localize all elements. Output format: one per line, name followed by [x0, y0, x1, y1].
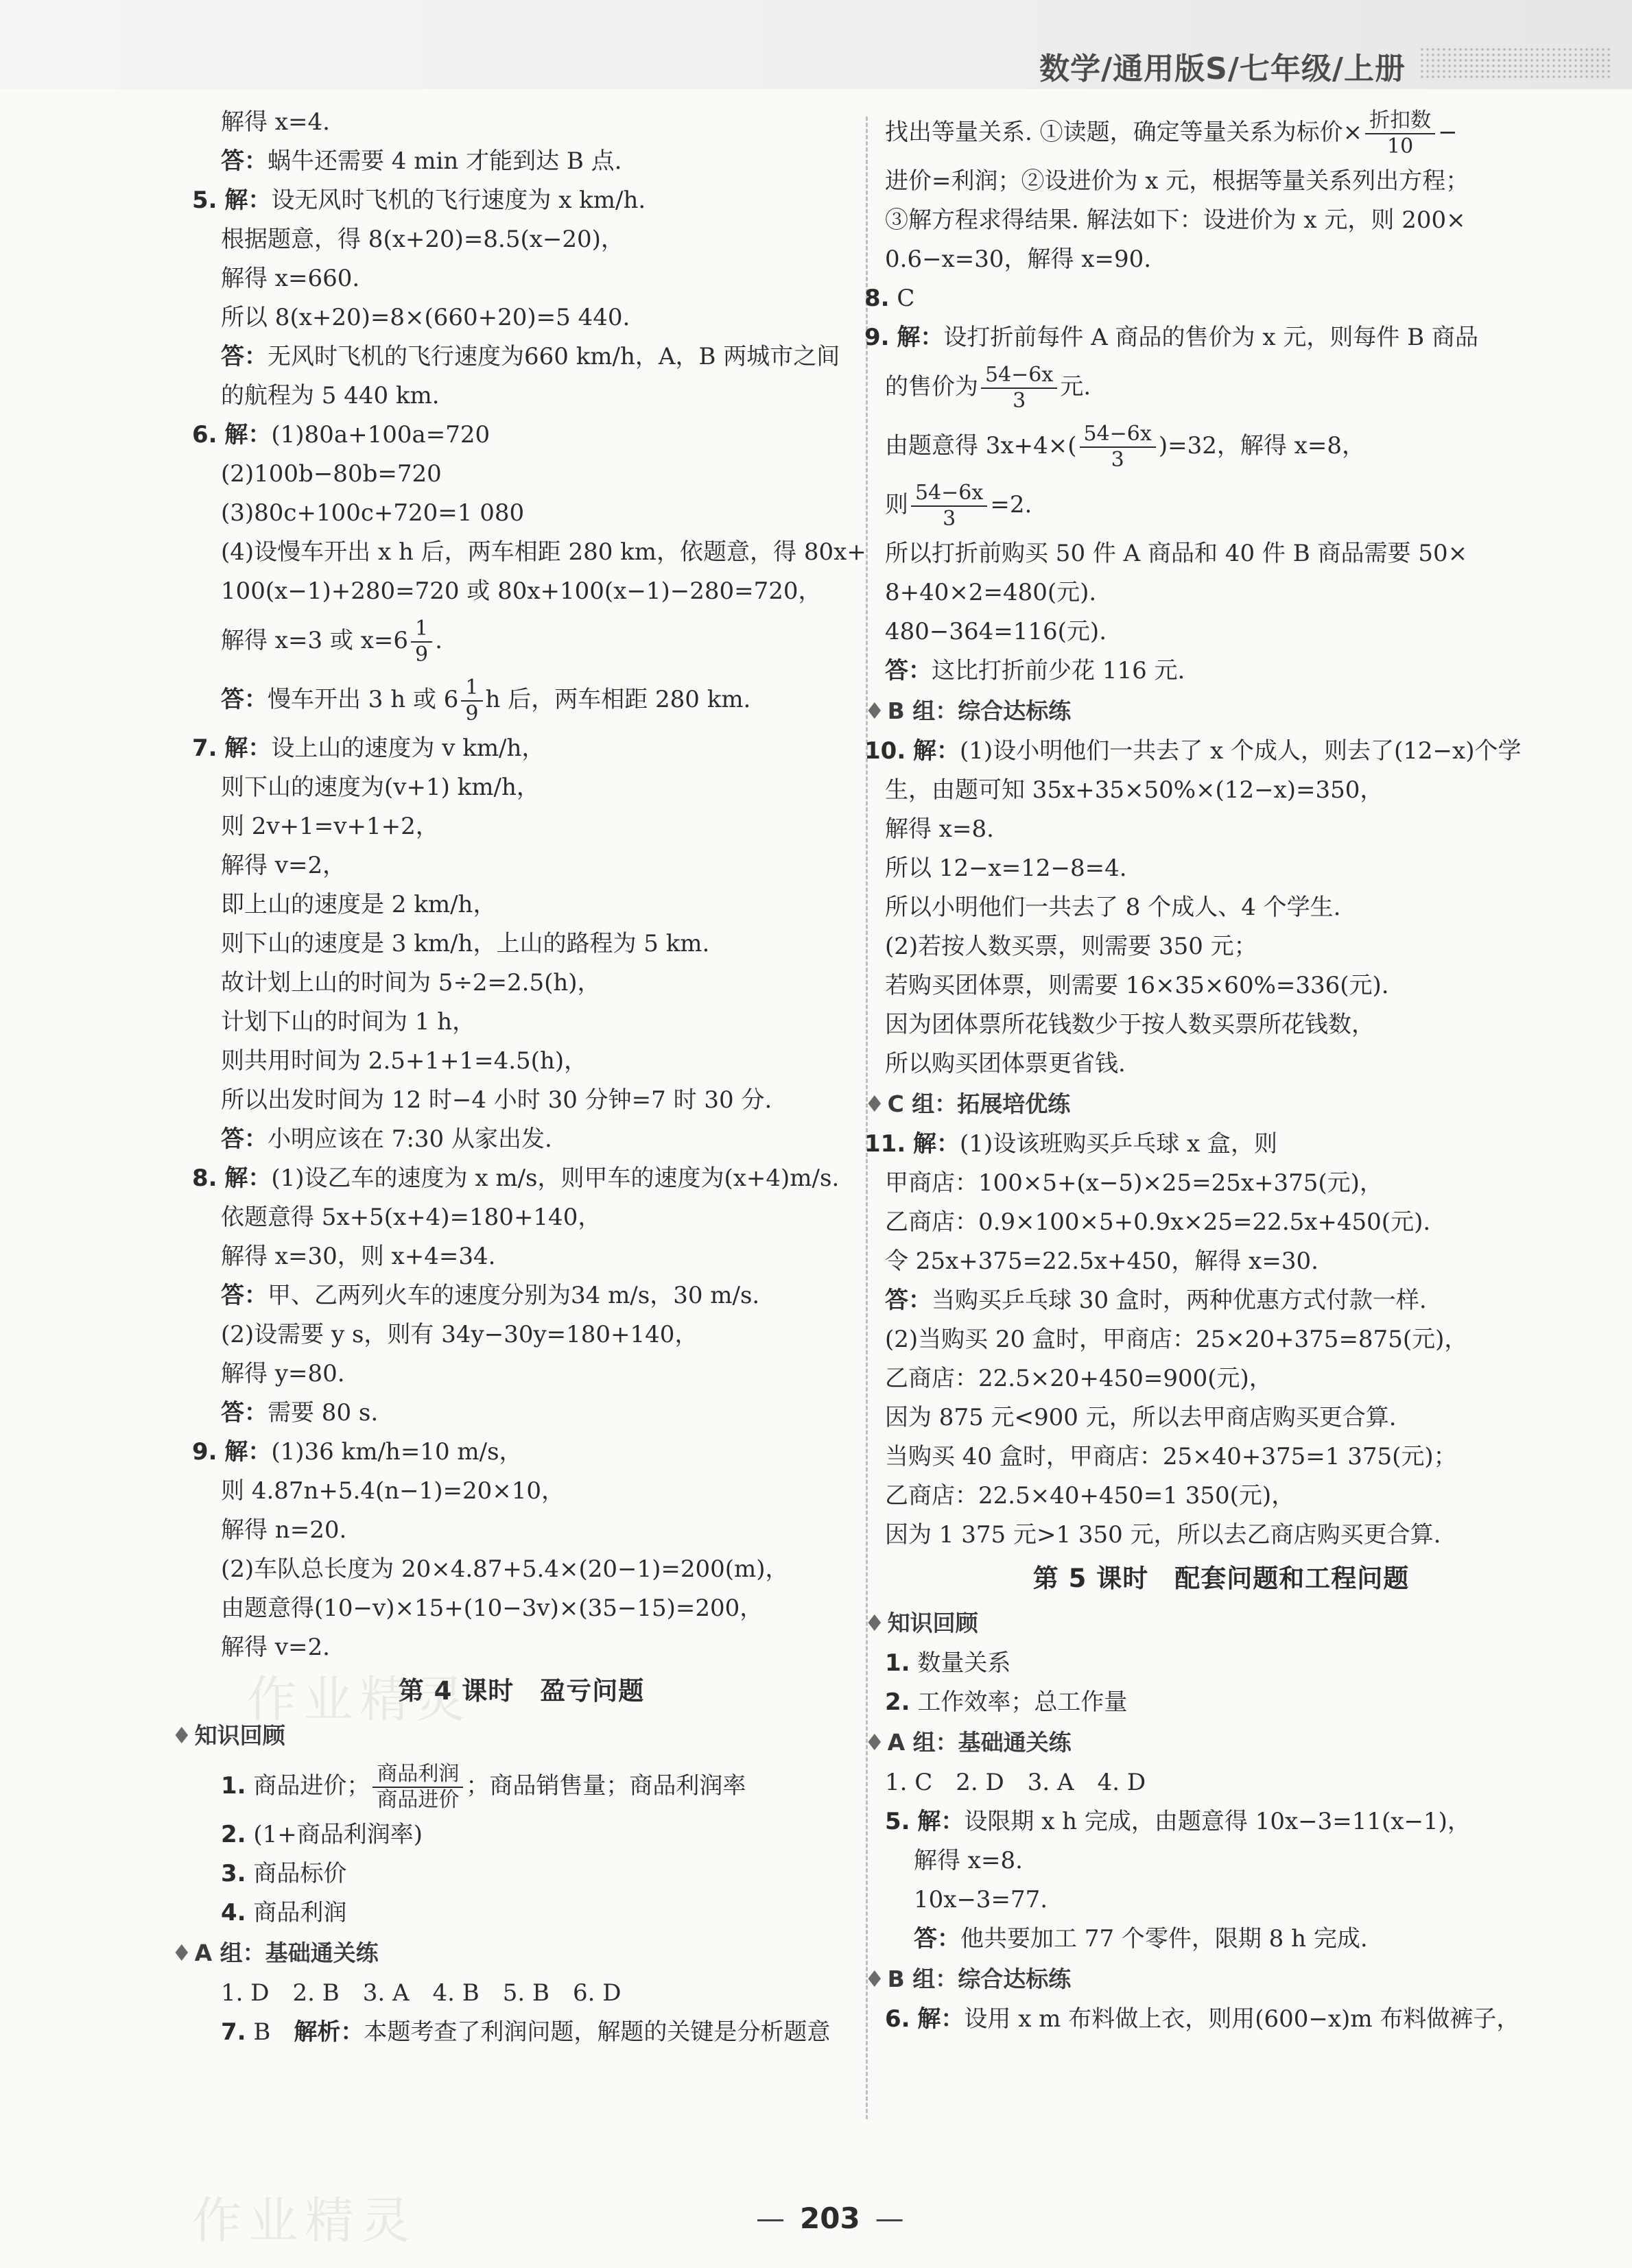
text-line: [192, 1894, 851, 1933]
numerator: 1: [461, 676, 482, 702]
text-line: 乙商店：22.5×20+450=900(元)，: [885, 1365, 1273, 1392]
dash: —: [875, 2201, 904, 2235]
text-line: 进价=利润；②设进价为 x 元，根据等量关系列出方程；: [885, 167, 1469, 195]
lesson-4-title: 第 4 课时 盈亏问题: [398, 1676, 645, 1706]
answer-line: [192, 1120, 851, 1159]
text-line: 的航程为 5 440 km.: [221, 382, 440, 409]
text: 设用 x m 布料做上衣，则用(600−x)m 布料做裤子，: [964, 2005, 1520, 2033]
answer-line: [885, 1281, 1557, 1320]
answer-keyword: 答：: [221, 1399, 268, 1427]
text-line: 则共用时间为 2.5+1+1=4.5(h)，: [221, 1047, 588, 1075]
text-line: 所以购买团体票更省钱.: [885, 1050, 1126, 1077]
solution-keyword: 解：: [897, 324, 944, 351]
text-line: (2)当购买 20 盒时，甲商店：25×20+375=875(元)，: [885, 1326, 1468, 1353]
text-line: 解得 x=8.: [914, 1847, 1023, 1874]
text-line: 因为 1 375 元>1 350 元，所以去乙商店购买更合算.: [885, 1521, 1441, 1549]
text-line: [885, 416, 1557, 475]
question-number: 9.: [864, 324, 890, 351]
text: 小明应该在 7:30 从家出发.: [268, 1125, 552, 1153]
text: 设上山的速度为 v km/h，: [271, 735, 545, 762]
text-line: [192, 611, 851, 670]
item-number: 1.: [221, 1772, 246, 1800]
header-title: 数学/通用版S/七年级/上册: [1039, 51, 1406, 86]
answer-keyword: 答：: [885, 657, 932, 684]
text-line: 解得 x=8.: [885, 815, 994, 843]
fraction: [461, 676, 482, 726]
fraction: [372, 1762, 463, 1813]
text: 则: [885, 491, 908, 518]
choice-answers: 1. D 2. B 3. A 4. B 5. B 6. D: [221, 1979, 622, 2007]
question-8-answer: [864, 279, 1557, 318]
question-9: [864, 318, 1557, 357]
numerator: 54−6x: [911, 481, 987, 507]
section-heading: [864, 691, 1557, 732]
item-number: 2.: [221, 1821, 246, 1848]
text: 慢车开出 3 h 或 6: [268, 686, 459, 713]
text-line: 则 4.87n+5.4(n−1)=20×10，: [221, 1477, 565, 1505]
question-number: 10.: [864, 737, 906, 765]
text-line: [192, 1756, 851, 1815]
text-line: 所以 12−x=12−8=4.: [885, 855, 1127, 882]
question-number: 9.: [192, 1438, 217, 1466]
text-line: 由题意得(10−v)×15+(10−3v)×(35−15)=200，: [221, 1595, 764, 1622]
question-7b: [192, 2013, 851, 2052]
answer-keyword: 答：: [885, 1287, 932, 1314]
numerator: 商品利润: [372, 1762, 463, 1788]
question-number: 7.: [192, 735, 217, 762]
text-line: [192, 1815, 851, 1854]
text-line: 则下山的速度为(v+1) km/h，: [221, 774, 540, 801]
item-number: 4.: [221, 1899, 246, 1926]
solution-keyword: 解：: [224, 1165, 272, 1192]
text: 商品标价: [253, 1860, 347, 1887]
text: 甲、乙两列火车的速度分别为34 m/s，30 m/s.: [268, 1282, 760, 1309]
question-11: [864, 1125, 1557, 1164]
denominator: 3: [943, 507, 956, 531]
text-line: ③解方程求得结果. 解法如下：设进价为 x 元，则 200×: [885, 206, 1466, 234]
text-line: 当购买 40 盒时，甲商店：25×40+375=1 375(元)；: [885, 1443, 1457, 1470]
text-line: 计划下山的时间为 1 h，: [221, 1008, 476, 1036]
numerator: 54−6x: [1080, 422, 1156, 448]
question-5: [885, 1802, 1557, 1841]
section-heading: [864, 1722, 1557, 1763]
text-line: 根据题意，得 8(x+20)=8.5(x−20)，: [221, 226, 624, 253]
question-number: 11.: [864, 1130, 906, 1158]
text-line: 故计划上山的时间为 5÷2=2.5(h)，: [221, 969, 601, 996]
text-line: 乙商店：0.9×100×5+0.9x×25=22.5x+450(元).: [885, 1208, 1431, 1236]
text-line: 则 2v+1=v+1+2，: [221, 813, 439, 840]
text: 本题考查了利润问题，解题的关键是分析题意: [364, 2018, 831, 2046]
denominator: 9: [415, 643, 429, 667]
text: 的售价为: [885, 373, 978, 401]
text: 数量关系: [917, 1649, 1011, 1677]
fraction: [1365, 108, 1435, 159]
diamond-icon: ♦: [864, 1610, 885, 1636]
question-6: [885, 2000, 1557, 2039]
answer-keyword: 答：: [221, 686, 268, 713]
section-title: 知识回顾: [887, 1610, 978, 1636]
text: (1+商品利润率): [253, 1821, 423, 1848]
watermark: 作业精灵: [247, 1671, 473, 1728]
fraction: [1080, 422, 1156, 473]
section-title: C 组：拓展培优练: [887, 1090, 1071, 1117]
diamond-icon: ♦: [864, 1090, 885, 1117]
answer-line: [885, 652, 1557, 691]
answer-keyword: 答：: [221, 343, 268, 370]
question-number: 8.: [864, 285, 890, 312]
answer-keyword: 答：: [221, 1282, 268, 1309]
answer-line: [192, 337, 851, 377]
fraction: [411, 617, 432, 667]
question-number: 5.: [192, 187, 217, 214]
question-number: 6.: [192, 421, 217, 449]
text-line: 解得 y=80.: [221, 1360, 345, 1387]
text-line: 所以小明他们一共去了 8 个成人、4 个学生.: [885, 894, 1341, 921]
text-line: 8+40×2=480(元).: [885, 579, 1097, 606]
text-line: 依题意得 5x+5(x+4)=180+140，: [221, 1204, 602, 1231]
section-title: A 组：基础通关练: [887, 1729, 1072, 1756]
text-line: 甲商店：100×5+(x−5)×25=25x+375(元)，: [885, 1169, 1383, 1197]
question-9: [192, 1433, 851, 1472]
question-number: 8.: [192, 1165, 217, 1192]
text-line: 因为团体票所花钱数少于按人数买票所花钱数，: [885, 1011, 1375, 1038]
text-line: (2)车队总长度为 20×4.87+5.4×(20−1)=200(m)，: [221, 1555, 789, 1583]
text-line: 即上山的速度是 2 km/h，: [221, 891, 497, 918]
text-line: 解得 x=4.: [221, 108, 330, 136]
lesson-5-title: 第 5 课时 配套问题和工程问题: [1032, 1564, 1410, 1593]
text-line: [885, 1644, 1557, 1683]
fraction: [911, 481, 987, 532]
text-line: [885, 475, 1557, 534]
text: −: [1438, 119, 1458, 146]
text: )=32，解得 x=8，: [1158, 432, 1365, 459]
text: 商品利润: [253, 1899, 347, 1926]
text: 商品进价；: [253, 1772, 370, 1800]
question-number: 7.: [221, 2018, 246, 2046]
text: 找出等量关系. ①读题，确定等量关系为标价×: [885, 119, 1363, 146]
answer-line: [192, 670, 851, 729]
text-line: 所以出发时间为 12 时−4 小时 30 分钟=7 时 30 分.: [221, 1086, 772, 1114]
text-line: 若购买团体票，则需要 16×35×60%=336(元).: [885, 972, 1389, 999]
text-line: 生，由题可知 35x+35×50%×(12−x)=350，: [885, 776, 1384, 804]
left-column: [172, 103, 866, 2052]
header-dot-pattern: [1419, 47, 1611, 78]
answer-line: [885, 1920, 1557, 1959]
item-number: 1.: [885, 1649, 910, 1677]
section-heading: [864, 1603, 1557, 1644]
answer-line: [192, 1394, 851, 1433]
choice-answer: B: [253, 2018, 271, 2046]
diamond-icon: ♦: [172, 1939, 192, 1966]
text: (1)80a+100a=720: [271, 421, 490, 449]
fraction: [981, 363, 1057, 414]
text-line: 解得 v=2.: [221, 1634, 330, 1661]
answer-keyword: 答：: [221, 1125, 268, 1153]
text-line: 所以 8(x+20)=8×(660+20)=5 440.: [221, 304, 630, 331]
text: 当购买乒乓球 30 盒时，两种优惠方式付款一样.: [932, 1287, 1427, 1314]
numerator: 1: [411, 617, 432, 643]
denominator: 商品进价: [377, 1788, 460, 1812]
section-title: 知识回顾: [194, 1722, 285, 1749]
question-number: 6.: [885, 2005, 910, 2033]
text-line: 0.6−x=30，解得 x=90.: [885, 246, 1152, 273]
text: 设限期 x h 完成，由题意得 10x−3=11(x−1)，: [964, 1808, 1471, 1835]
text-line: [885, 103, 1557, 162]
text-line: 解得 v=2，: [221, 852, 346, 879]
diamond-icon: ♦: [172, 1722, 192, 1749]
text: (1)设乙车的速度为 x m/s，则甲车的速度为(x+4)m/s.: [271, 1165, 840, 1192]
solution-keyword: 解：: [917, 1808, 965, 1835]
text-line: 解得 x=660.: [221, 265, 360, 292]
solution-keyword: 解：: [224, 187, 272, 214]
text-line: 解得 n=20.: [221, 1516, 347, 1544]
section-heading: [864, 1084, 1557, 1125]
text-line: 解得 x=30，则 x+4=34.: [221, 1243, 496, 1270]
denominator: 10: [1387, 134, 1414, 158]
text: 设无风时飞机的飞行速度为 x km/h.: [271, 187, 646, 214]
question-5: [192, 181, 851, 220]
text: 需要 80 s.: [268, 1399, 379, 1427]
text: ；商品销售量；商品利润率: [466, 1772, 746, 1800]
text: 这比打折前少花 116 元.: [932, 657, 1185, 684]
text-line: [885, 357, 1557, 416]
text-line: 因为 875 元<900 元，所以去甲商店购买更合算.: [885, 1404, 1397, 1431]
answer-line: [192, 1276, 851, 1315]
text: 设打折前每件 A 商品的售价为 x 元，则每件 B 商品: [943, 324, 1478, 351]
choice-answers: 1. C 2. D 3. A 4. D: [885, 1769, 1146, 1796]
question-10: [864, 732, 1557, 771]
text: h 后，两车相距 280 km.: [485, 686, 751, 713]
text: (1)36 km/h=10 m/s，: [271, 1438, 523, 1466]
denominator: 3: [1111, 448, 1124, 472]
denominator: 3: [1013, 389, 1026, 413]
diamond-icon: ♦: [864, 1966, 885, 1992]
solution-keyword: 解：: [913, 1130, 960, 1158]
text: 由题意得 3x+4×(: [885, 432, 1077, 459]
question-7: [192, 729, 851, 768]
text-line: (2)设需要 y s，则有 34y−30y=180+140，: [221, 1321, 698, 1348]
numerator: 折扣数: [1365, 108, 1435, 134]
text-line: 令 25x+375=22.5x+450，解得 x=30.: [885, 1248, 1318, 1275]
question-number: 5.: [885, 1808, 910, 1835]
text-line: (2)若按人数买票，则需要 350 元；: [885, 933, 1257, 960]
analysis-keyword: 解析：: [294, 2018, 364, 2046]
item-number: 2.: [885, 1688, 910, 1716]
text-line: 10x−3=77.: [914, 1886, 1048, 1913]
text-line: [192, 1854, 851, 1894]
text-line: (4)设慢车开出 x h 后，两车相距 280 km，依题意，得 80x+: [221, 538, 866, 566]
text: 元.: [1060, 373, 1091, 401]
solution-keyword: 解：: [917, 2005, 965, 2033]
text: (1)设该班购买乒乓球 x 盒，则: [960, 1130, 1277, 1158]
right-column: [864, 103, 1557, 2039]
page-number-value: 203: [800, 2201, 860, 2235]
answer-text: 蜗牛还需要 4 min 才能到达 B 点.: [268, 147, 622, 175]
text-line: [885, 1683, 1557, 1722]
solution-keyword: 解：: [224, 421, 272, 449]
text: 解得 x=3 或 x=6: [221, 627, 409, 654]
choice-answer: C: [897, 285, 915, 312]
text-line: 乙商店：22.5×40+450=1 350(元)，: [885, 1482, 1295, 1509]
page-number: [741, 2201, 919, 2235]
solution-keyword: 解：: [224, 735, 272, 762]
text-line: 所以打折前购买 50 件 A 商品和 40 件 B 商品需要 50×: [885, 540, 1468, 567]
text: =2.: [990, 491, 1032, 518]
answer-keyword: 答：: [221, 147, 268, 175]
answer-line: [192, 142, 851, 181]
text-line: 100(x−1)+280=720 或 80x+100(x−1)−280=720，: [221, 577, 822, 605]
diamond-icon: ♦: [864, 1729, 885, 1756]
watermark: 作业精灵: [192, 2192, 418, 2249]
dash: —: [756, 2201, 785, 2235]
item-number: 3.: [221, 1860, 246, 1887]
question-8: [192, 1159, 851, 1198]
section-title: B 组：综合达标练: [887, 697, 1072, 724]
text: 无风时飞机的飞行速度为660 km/h，A，B 两城市之间: [268, 343, 840, 370]
text-line: 480−364=116(元).: [885, 618, 1107, 645]
solution-keyword: 解：: [913, 737, 960, 765]
section-title: B 组：综合达标练: [887, 1966, 1072, 1992]
question-6: [192, 416, 851, 455]
section-heading: [864, 1959, 1557, 2000]
section-title: A 组：基础通关练: [194, 1939, 379, 1966]
numerator: 54−6x: [981, 363, 1057, 389]
text-line: 则下山的速度是 3 km/h，上山的路程为 5 km.: [221, 930, 710, 957]
diamond-icon: ♦: [864, 697, 885, 724]
section-heading: [172, 1933, 851, 1974]
text: .: [435, 627, 442, 654]
solution-keyword: 解：: [224, 1438, 272, 1466]
text: 工作效率；总工作量: [917, 1688, 1128, 1716]
text: (1)设小明他们一共去了 x 个成人，则去了(12−x)个学: [960, 737, 1522, 765]
text-line: (2)100b−80b=720: [221, 460, 442, 488]
denominator: 9: [465, 702, 479, 726]
text-line: (3)80c+100c+720=1 080: [221, 499, 525, 527]
text: 他共要加工 77 个零件，限期 8 h 完成.: [960, 1925, 1368, 1953]
answer-keyword: 答：: [914, 1925, 960, 1953]
